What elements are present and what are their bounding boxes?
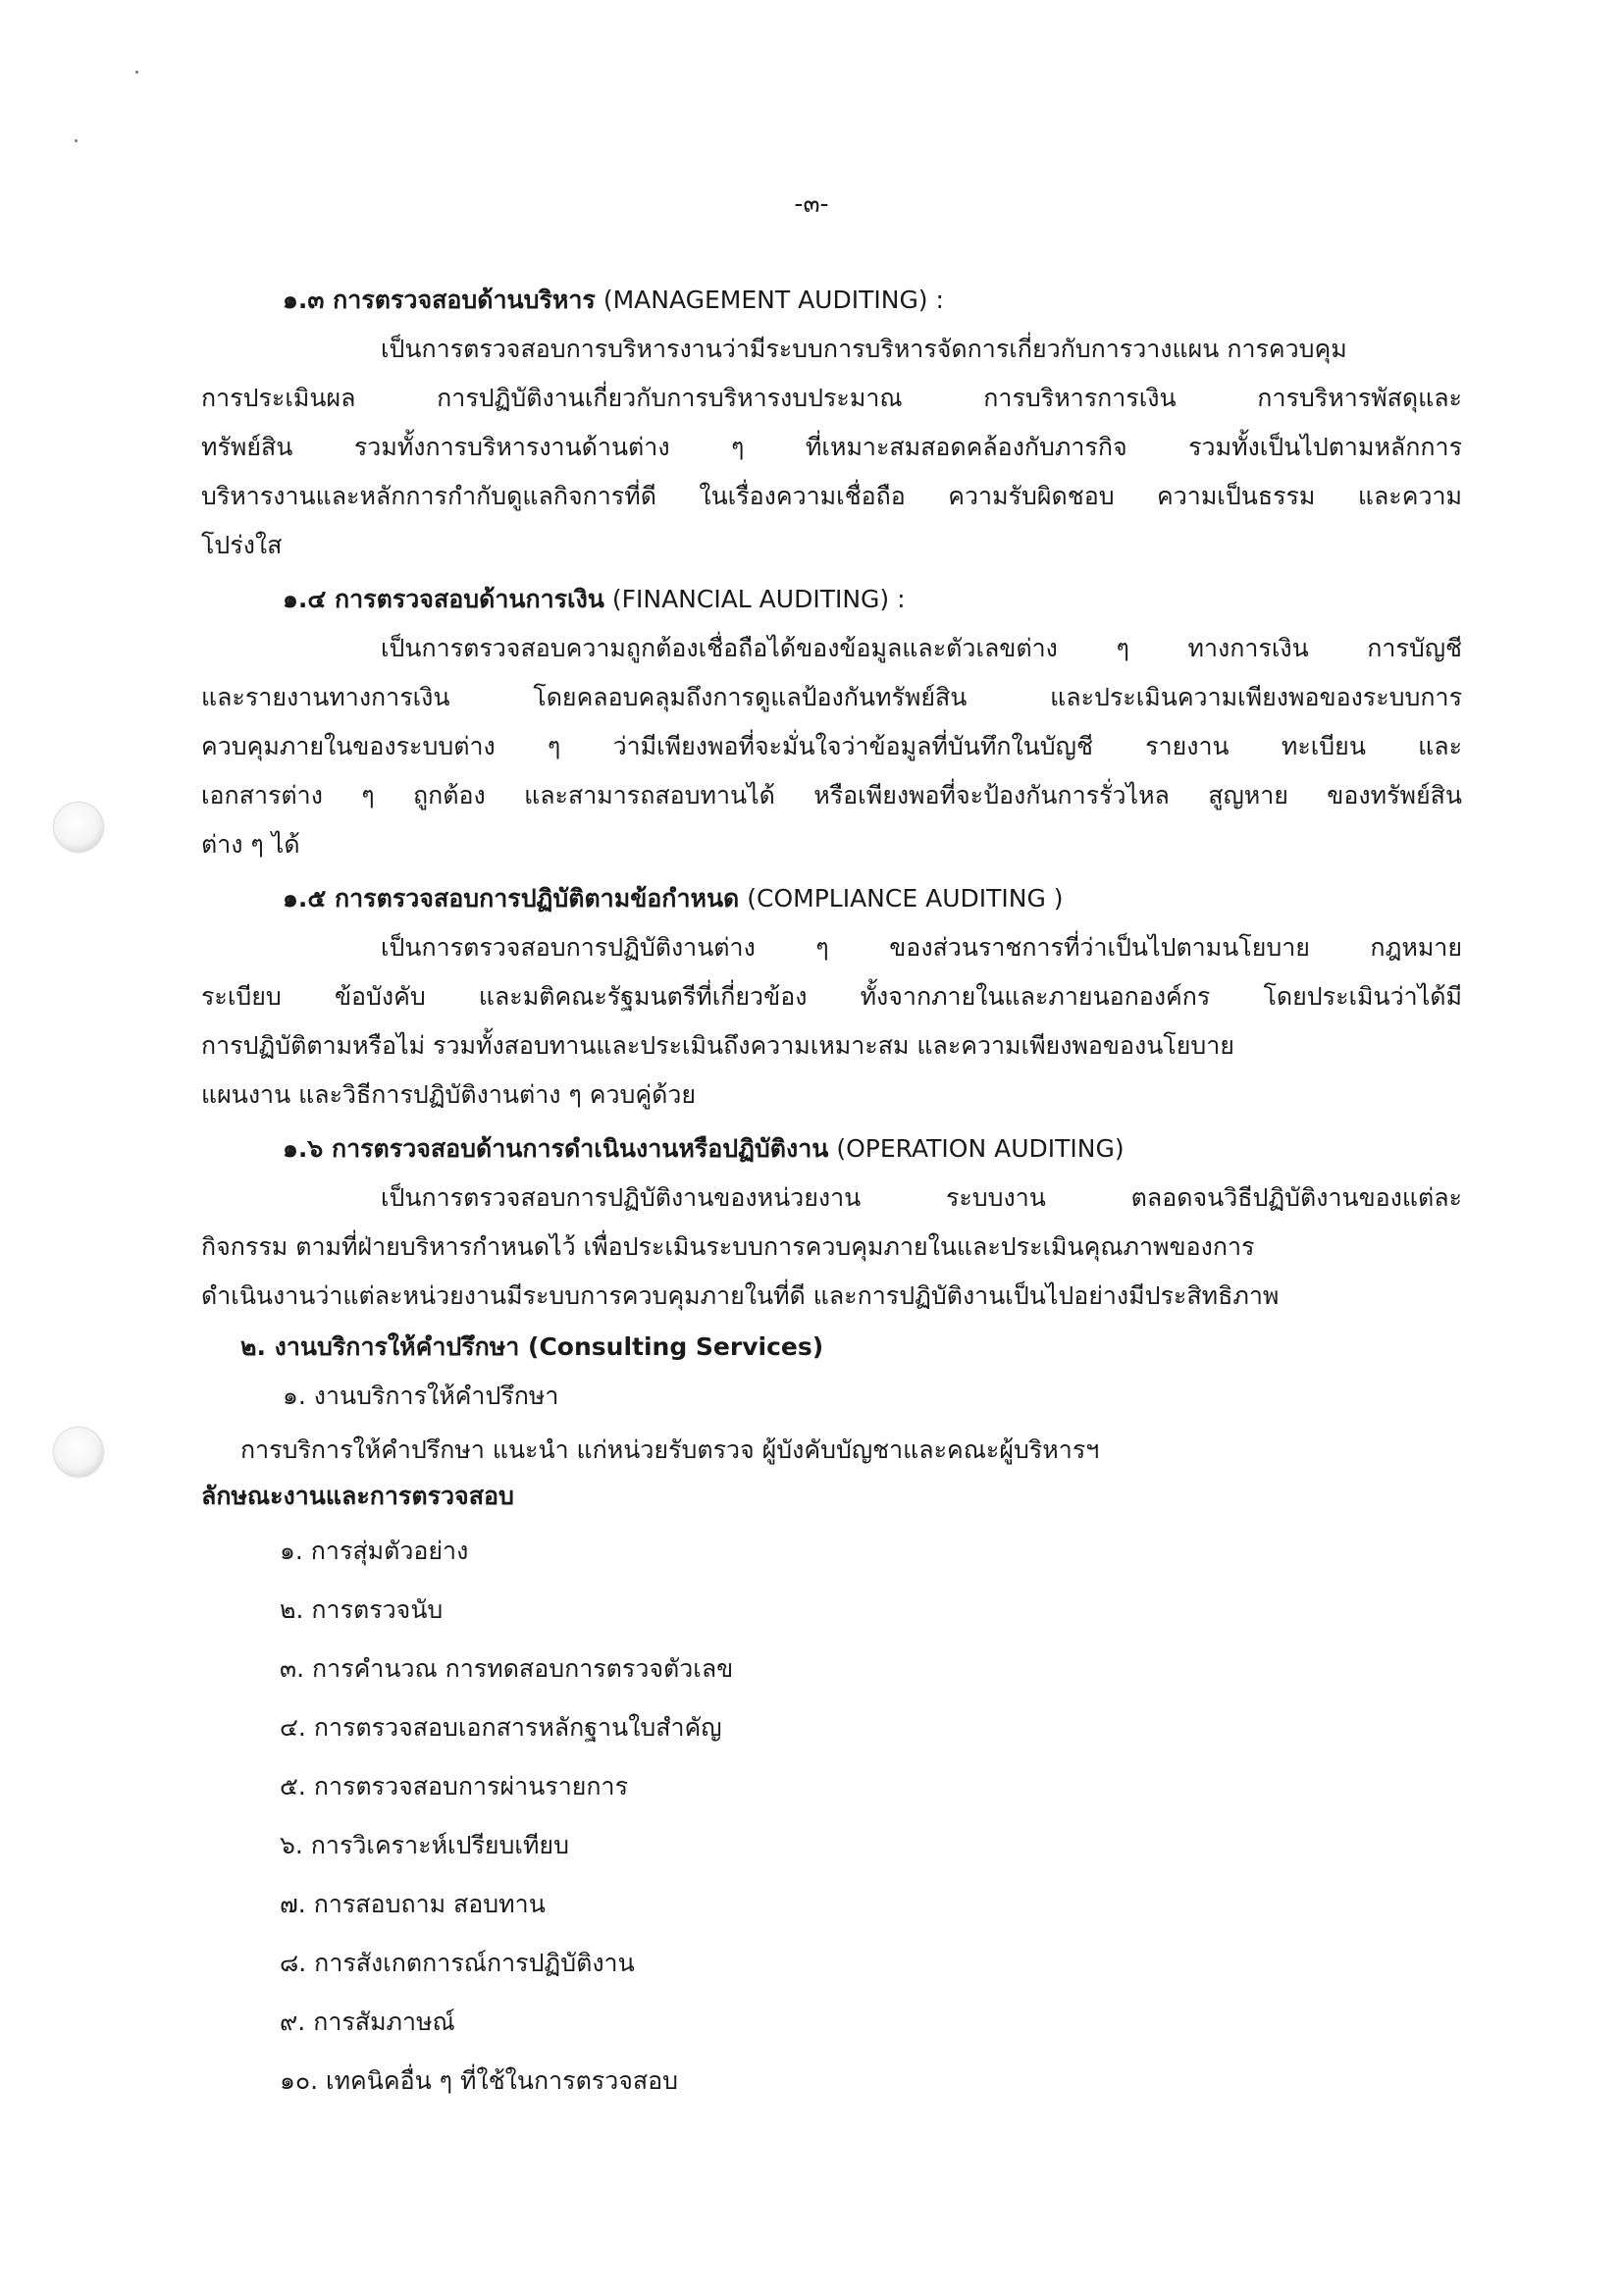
techniques-heading: ลักษณะงานและการตรวจสอบ bbox=[201, 1482, 514, 1510]
section-heading bbox=[283, 281, 1544, 320]
scan-speck bbox=[135, 71, 138, 74]
paragraph-line: ทรัพย์สิน รวมทั้งการบริหารงานด้านต่าง ๆ ที่เหมาะสมสอดคล้องกับภารกิจ รวมทั้งเป็นไปตามหลักการ bbox=[201, 433, 1462, 461]
section-title: ๑.๕ การตรวจสอบการปฏิบัติตามข้อกำหนด bbox=[283, 884, 740, 913]
list-item: ๗. การสอบถาม สอบทาน bbox=[280, 1890, 546, 1918]
paragraph-line: ดำเนินงานว่าแต่ละหน่วยงานมีระบบการควบคุมภายในที่ดี และการปฏิบัติงานเป็นไปอย่างมีประสิทธิภาพ bbox=[201, 1281, 1280, 1310]
list-item: ๕. การตรวจสอบการผ่านรายการ bbox=[280, 1772, 629, 1800]
paragraph-line: เป็นการตรวจสอบการปฏิบัติงานของหน่วยงาน ระบบงาน ตลอดจนวิธีปฏิบัติงานของแต่ละ bbox=[381, 1183, 1462, 1212]
paragraph-line: โปร่งใส bbox=[201, 531, 283, 559]
paragraph-line: การประเมินผล การปฏิบัติงานเกี่ยวกับการบริหารงบประมาณ การบริหารการเงิน การบริหารพัสดุและ bbox=[201, 384, 1462, 412]
consulting-subheading: ๑. งานบริการให้คำปรึกษา bbox=[283, 1382, 559, 1410]
list-item: ๑๐. เทคนิคอื่น ๆ ที่ใช้ในการตรวจสอบ bbox=[280, 2066, 679, 2095]
paragraph-line: เป็นการตรวจสอบความถูกต้องเชื่อถือได้ของข้อมูลและตัวเลขต่าง ๆ ทางการเงิน การบัญชี bbox=[381, 634, 1462, 662]
paragraph-line: กิจกรรม ตามที่ฝ่ายบริหารกำหนดไว้ เพื่อประเมินระบบการควบคุมภายในและประเมินคุณภาพของการ bbox=[201, 1232, 1255, 1261]
list-item: ๖. การวิเคราะห์เปรียบเทียบ bbox=[280, 1831, 569, 1859]
paragraph-line: ควบคุมภายในของระบบต่าง ๆ ว่ามีเพียงพอที่จะมั่นใจว่าข้อมูลที่บันทึกในบัญชี รายงาน ทะเบียน และ bbox=[201, 732, 1462, 760]
page-number: -๓- bbox=[794, 189, 829, 218]
consulting-heading: ๒. งานบริการให้คำปรึกษา (Consulting Services) bbox=[240, 1332, 824, 1361]
scan-speck bbox=[75, 139, 78, 142]
list-item: ๓. การคำนวณ การทดสอบการตรวจตัวเลข bbox=[280, 1654, 734, 1683]
paragraph-line: เป็นการตรวจสอบการบริหารงานว่ามีระบบการบริหารจัดการเกี่ยวกับการวางแผน การควบคุม bbox=[381, 335, 1347, 363]
list-item: ๒. การตรวจนับ bbox=[280, 1595, 444, 1624]
paragraph-line: ระเบียบ ข้อบังคับ และมติคณะรัฐมนตรีที่เกี่ยวข้อง ทั้งจากภายในและภายนอกองค์กร โดยประเมินว่าได้มี bbox=[201, 982, 1462, 1011]
section-heading bbox=[283, 879, 1544, 918]
paragraph-line: ต่าง ๆ ได้ bbox=[201, 830, 300, 859]
paragraph-line: เป็นการตรวจสอบการปฏิบัติงานต่าง ๆ ของส่วนราชการที่ว่าเป็นไปตามนโยบาย กฎหมาย bbox=[381, 933, 1462, 962]
paragraph-line: บริหารงานและหลักการกำกับดูแลกิจการที่ดี ในเรื่องความเชื่อถือ ความรับผิดชอบ ความเป็นธรรม และความ bbox=[201, 482, 1462, 510]
paragraph-line: แผนงาน และวิธีการปฏิบัติงานต่าง ๆ ควบคู่ด้วย bbox=[201, 1080, 697, 1109]
punch-hole bbox=[54, 803, 103, 852]
consulting-description: การบริการให้คำปรึกษา แนะนำ แก่หน่วยรับตรวจ ผู้บังคับบัญชาและคณะผู้บริหารฯ bbox=[240, 1435, 1100, 1464]
section-title-en: (COMPLIANCE AUDITING ) bbox=[747, 884, 1064, 913]
section-title-en: (OPERATION AUDITING) bbox=[836, 1134, 1125, 1163]
punch-hole bbox=[54, 1428, 103, 1477]
list-item: ๔. การตรวจสอบเอกสารหลักฐานใบสำคัญ bbox=[280, 1713, 722, 1742]
section-heading bbox=[283, 1129, 1544, 1169]
section-title: ๑.๔ การตรวจสอบด้านการเงิน bbox=[283, 585, 604, 613]
paragraph-line: การปฏิบัติตามหรือไม่ รวมทั้งสอบทานและประเมินถึงความเหมาะสม และความเพียงพอของนโยบาย bbox=[201, 1031, 1234, 1060]
section-title: ๑.๓ การตรวจสอบด้านบริหาร bbox=[283, 286, 596, 314]
paragraph-line: เอกสารต่าง ๆ ถูกต้อง และสามารถสอบทานได้ หรือเพียงพอที่จะป้องกันการรั่วไหล สูญหาย ของทรัพย์สิน bbox=[201, 781, 1462, 809]
list-item: ๑. การสุ่มตัวอย่าง bbox=[280, 1537, 469, 1565]
section-title: ๑.๖ การตรวจสอบด้านการดำเนินงานหรือปฏิบัติงาน bbox=[283, 1134, 829, 1163]
paragraph-line: และรายงานทางการเงิน โดยคลอบคลุมถึงการดูแลป้องกันทรัพย์สิน และประเมินความเพียงพอของระบบการ bbox=[201, 683, 1462, 711]
section-title-en: (MANAGEMENT AUDITING) : bbox=[602, 286, 944, 314]
section-title-en: (FINANCIAL AUDITING) : bbox=[611, 585, 906, 613]
section-heading bbox=[283, 580, 1544, 619]
list-item: ๘. การสังเกตการณ์การปฏิบัติงาน bbox=[280, 1949, 635, 1977]
list-item: ๙. การสัมภาษณ์ bbox=[280, 2008, 455, 2036]
